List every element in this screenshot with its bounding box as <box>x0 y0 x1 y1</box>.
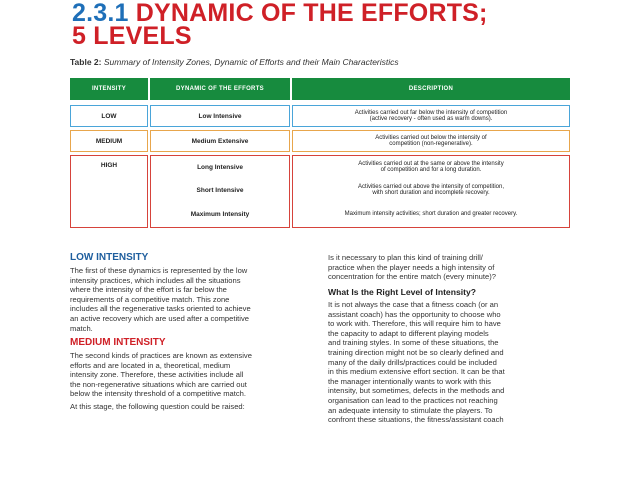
medium-desc-line-2: competition (non-regenerative). <box>389 141 473 147</box>
header-intensity: INTENSITY <box>70 78 148 100</box>
body-line: an adequate intensity to stimulate the players. To <box>328 405 493 415</box>
low-intensity: LOW <box>101 112 117 120</box>
header-dynamic: DYNAMIC OF THE EFFORTS <box>150 78 290 100</box>
body-line: many of the daily drills/practices could be included <box>328 357 497 367</box>
body-line: It is not always the case that a fitness coach (or an <box>328 300 499 309</box>
medium-line: efforts and are located in a, theoretical, medium <box>70 360 231 370</box>
medium-line: The second kinds of practices are known as extensive <box>70 351 252 360</box>
low-line: where the intensity of the effort is far below the <box>70 285 227 295</box>
high-dynamic-short: Short Intensive <box>196 186 244 194</box>
title-line-2: 5 LEVELS <box>72 22 192 50</box>
low-intensity-paragraph <box>70 266 320 333</box>
medium-line: the non-regenerative situations which are carried out <box>70 379 247 389</box>
medium-line: below the intensity threshold of a competitive match. <box>70 389 247 399</box>
intro-line: concentration for the entire match (every minute)? <box>328 272 496 282</box>
intro-line: Is it necessary to plan this kind of training drill/ <box>328 253 483 262</box>
high-desc-short <box>292 180 570 200</box>
medium-dynamic: Medium Extensive <box>191 137 249 145</box>
header-description: DESCRIPTION <box>292 78 570 100</box>
body-line: intensity, but sometimes, defects in the methods and <box>328 386 505 396</box>
low-description <box>292 105 570 127</box>
body-line: training direction might not be so clearly defined and <box>328 347 504 357</box>
title-line-1: DYNAMIC OF THE EFFORTS; <box>135 0 488 27</box>
high-desc-max: Maximum intensity activities; short duration and greater recovery. <box>344 211 518 217</box>
high-short-line-1: Activities carried out above the intensity of competition, <box>357 184 505 190</box>
stage-line: At this stage, the following question could be raised: <box>70 402 245 411</box>
right-body-paragraph <box>328 300 580 425</box>
body-line: organisation can lead to the practices not reaching <box>328 395 498 405</box>
high-dynamic-long: Long Intensive <box>197 163 243 171</box>
medium-intensity-paragraph <box>70 351 320 399</box>
caption-text: Summary of Intensity Zones, Dynamic of Efforts and their Main Characteristics <box>103 57 399 67</box>
document-page <box>62 0 582 425</box>
high-short-line-2: with short duration and incomplete recovery. <box>372 190 490 196</box>
high-intensity: HIGH <box>100 161 118 169</box>
table-caption <box>70 57 399 67</box>
medium-description <box>292 130 570 152</box>
body-line: confront these situations, the fitness/assistant coach <box>328 415 504 425</box>
low-line: match. <box>70 323 93 333</box>
body-line: assistant coach) has the opportunity to choose who <box>328 309 501 319</box>
body-line: the manager intentionally wants to work with this <box>328 376 491 386</box>
medium-desc-line-1: Activities carried out below the intensity of <box>375 135 487 141</box>
body-line: to work with. Therefore, this will require him to have <box>328 319 501 329</box>
body-line: the capacity to adapt to different playing models <box>328 328 489 338</box>
high-dynamic-max: Maximum Intensity <box>190 210 250 218</box>
low-intensity-heading: LOW INTENSITY <box>70 252 149 263</box>
high-desc-long <box>292 157 570 177</box>
low-desc-line-1: Activities carried out far below the intensity of competition <box>354 110 508 116</box>
intro-line: practice when the player needs a high intensity of <box>328 262 495 272</box>
body-line: in this medium extensive effort section. It can be that <box>328 367 505 377</box>
body-line: and training styles. In some of these situations, the <box>328 338 499 348</box>
page-title <box>72 2 488 48</box>
high-long-line-1: Activities carried out at the same or above the intensity <box>358 161 504 167</box>
low-line: intensity practices, which includes all the situations <box>70 275 241 285</box>
right-level-heading: What Is the Right Level of Intensity? <box>328 287 477 297</box>
low-dynamic: Low Intensive <box>198 112 242 120</box>
medium-intensity: MEDIUM <box>95 137 123 145</box>
intro-paragraph <box>328 253 578 282</box>
low-desc-line-2: (active recovery - often used as warm downs). <box>369 116 493 122</box>
medium-line: intensity zone. Therefore, these activities include all <box>70 370 244 380</box>
medium-intensity-heading: MEDIUM INTENSITY <box>70 337 166 348</box>
low-line: an active recovery which are used after a competitive <box>70 313 249 323</box>
low-line: includes all the regenerative tasks oriented to achieve <box>70 304 251 314</box>
low-line: The first of these dynamics is represented by the low <box>70 266 248 275</box>
section-number: 2.3.1 <box>72 0 129 27</box>
high-long-line-2: of competition and for a long duration. <box>380 167 482 173</box>
low-line: requirements of a competitive match. This zone <box>70 294 230 304</box>
caption-label: Table 2: <box>70 57 102 67</box>
